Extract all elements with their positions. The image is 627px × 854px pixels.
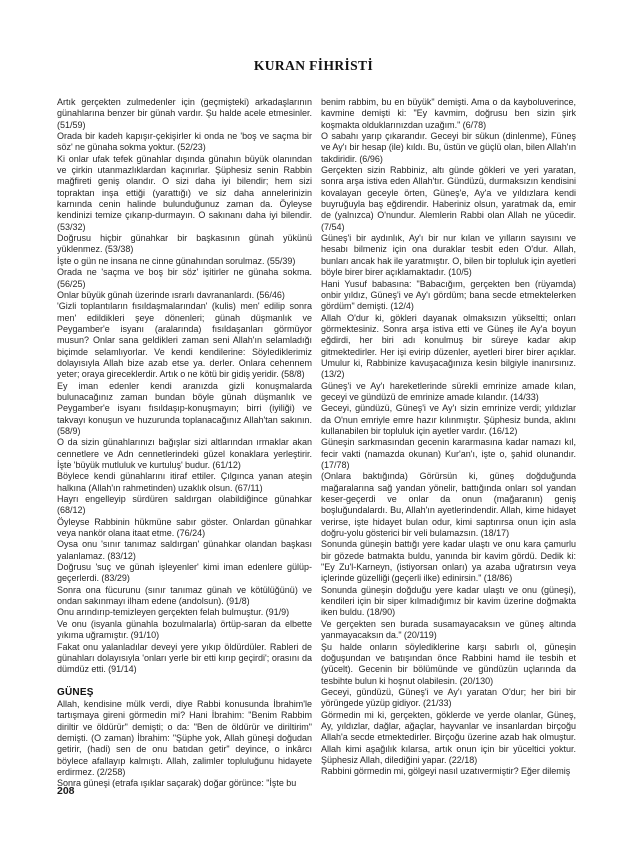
verse-paragraph: Böylece kendi günahlarını itiraf ettiler. Çılgınca yanan ateşin halkına (Allah'ın rahmetinden) uzaklık olsun. (67/11)	[57, 471, 312, 493]
verse-paragraph: Geceyi, gündüzü, Güneş'i ve Ay'ı yaratan O'dur; her biri bir yörüngede yüzüp gidiyor. (21/33)	[321, 686, 576, 709]
verse-paragraph: Güneşin sarkmasından gecenin kararmasına kadar namazı kıl, fecir vakti (namazda okunan) Kur'an'ı, işte o, şahid olunandır. (17/78)	[321, 437, 576, 470]
verse-paragraph: (Onlara baktığında) Görürsün ki, güneş doğduğunda mağaralarına sağ yandan yönelir, battığında onları sol yandan keser-geçerdi ve onlar da onun (mağaranın) geniş boşluğundalardı. Bu, Allah'ın ayetlerindendir. Allah, kime hidayet verirse, işte hidayet bulan odur, kimi saptırırsa onun için asla doğru-yolu gösterici bir veli bulamazsın. (18/17)	[321, 471, 576, 539]
verse-paragraph: Onlar büyük günah üzerinde ısrarlı davrananlardı. (56/46)	[57, 289, 285, 300]
verse-paragraph: Allah, kendisine mülk verdi, diye Rabbi konusunda İbrahim'le tartışmaya gireni görmedin mi? Hani İbrahim: "Benim Rabbim diriltir ve öldürür" demişti; o da: "Ben de öldürür ve diriltirim" demişti. (O zaman) İbrahim: "Şüphe yok, Allah güneşi doğudan getirir, (hadi) sen de onu batıdan getir" deyince, o inkârcı böylece afallayıp kalmıştı. Allah, zalimler topluluğunu hidayete erdirmez. (2/258)	[57, 698, 312, 777]
verse-paragraph: Güneş'i ve Ay'ı hareketlerinde sürekli emrinize amade kılan, geceyi ve gündüzü de emrinize amade kılandır. (14/33)	[321, 380, 576, 402]
page-title: KURAN FİHRİSTİ	[253, 58, 374, 73]
verse-paragraph: 'Gizli toplantıların fısıldaşmalarından' (kulis) men' edilip sonra men' edildikleri şeye dönenleri; günah düşmanlık ve Peygamber'e isyanı (aralarında) fısıldaşanları görmüyor musun? Onlar sana geldikleri zaman seni Allah'ın selamladığı biçimde selamlıyorlar. Ve kendi kendilerine: Söylediklerimiz dolayısıyla Allah bize azab etse ya. derler. Onlara cehennem yeter; oraya gireceklerdir. Artık o ne kötü bir gidiş yeridir. (58/8)	[57, 301, 312, 380]
verse-paragraph: Onu arındırıp-temizleyen gerçekten felah bulmuştur. (91/9)	[57, 607, 290, 618]
page-number: 208	[57, 785, 75, 797]
verse-paragraph: O da sizin günahlarınızı bağışlar sizi altlarından ırmaklar akan cennetlere ve Adn cennetlerindeki güzel konaklara yerleştirir. İşte 'büyük mutluluk ve kurtuluş' budur. (61/12)	[57, 437, 312, 470]
verse-paragraph: Sonra ona fücurunu (sınır tanımaz günah ve kötülüğünü) ve ondan sakınmayı ilham edene (andolsun). (91/8)	[57, 584, 312, 607]
verse-paragraph: benim rabbim, bu en büyük" demişti. Ama o da kayboluverince, kavmine demişti ki: "Ey kavmim, doğrusu ben sizin şirk koşmakta olduklarınızdan uzağım." (6/78)	[321, 97, 576, 130]
verse-paragraph: Sonra güneşi (etrafa ışıklar saçarak) doğar görünce: "İşte bu	[57, 778, 297, 789]
right-column	[321, 97, 576, 775]
verse-paragraph: Görmedin mi ki, gerçekten, göklerde ve yerde olanlar, Güneş, Ay, yıldızlar, dağlar, ağaçlar, hayvanlar ve insanlardan birçoğu Allah'a secde etmektedirler. Birçoğu üzerine azab hak olmuştur. Allah kimi aşağılık kılarsa, artık onun için bir yüceltici yoktur. Şüphesiz Allah, dilediğini yapar. (22/18)	[321, 709, 576, 765]
verse-paragraph: Oysa onu 'sınır tanımaz saldırgan' günahkar olandan başkası yalanlamaz. (83/12)	[57, 539, 312, 561]
left-column	[57, 97, 312, 789]
section-heading: GÜNEŞ	[57, 686, 94, 698]
verse-paragraph: Ey iman edenler kendi aranızda gizli konuşmalarda bulunacağınız zaman bundan böyle günah düşmanlık ve Peygamber'e isyanı fısıldaşıp-konuşmayın; birri (iyiliği) ve takvayı konuşun ve huzurunda toplanacağınız Allah'tan sakının. (58/9)	[57, 380, 312, 436]
verse-paragraph: Ve onu (isyanla günahla bozulmalarla) örtüp-saran da elbette yıkıma uğramıştır. (91/10)	[57, 618, 312, 641]
text-columns	[57, 97, 576, 789]
verse-paragraph: Artık gerçekten zulmedenler için (geçmişteki) arkadaşlarının günahlarına benzer bir günah vardır. Şu halde acele etmesinler. (51/59)	[57, 97, 312, 130]
verse-paragraph: Fakat onu yalanladılar deveyi yere yıkıp öldürdüler. Rableri de günahları dolayısıyla 'onları yerle bir etti kırıp geçirdi'; orasını da dümdüz etti. (91/14)	[57, 641, 312, 675]
verse-paragraph: Rabbini görmedin mi, gölgeyi nasıl uzatıvermiştir? Eğer dilemiş	[321, 766, 571, 777]
verse-paragraph: Orada bir kadeh kapışır-çekişirler ki onda ne 'boş ve saçma bir söz' ne günaha sokma yoktur. (52/23)	[57, 131, 312, 153]
verse-paragraph: Şu halde onların söylediklerine karşı sabırlı ol, güneşin doğuşundan ve batışından önce Rabbini hamd ile tesbih et (yücelt). Gecenin bir bölümünde ve gündüzün uçlarında da tesbihte bulun ki hoşnut olabilesin. (20/130)	[321, 641, 576, 686]
verse-paragraph: Doğrusu hiçbir günahkar bir başkasının günah yükünü yüklenmez. (53/38)	[57, 233, 312, 255]
verse-paragraph: Sonunda güneşin battığı yere kadar ulaştı ve onu kara çamurlu bir gözede batmakta buldu, yanında bir kavim gördü. Dedik ki: "Ey Zu'l-Karneyn, (istiyorsan onları) ya azaba uğratırsın veya içlerinde güzelliği (geçerli ilke) edinirsin." (18/86)	[321, 539, 576, 584]
verse-paragraph: Ki onlar ufak tefek günahlar dışında günahın büyük olanından ve çirkin utanmazlıklardan kaçınırlar. Şüphesiz senin Rabbin mağfireti geniş olandır. O sizi daha iyi bilendir; hem sizi topraktan inşa ettiği (yarattığı) ve siz daha annelerinizin karnında cenin halinde bulunduğunuz zaman da. Öyleyse kendinizi temize çıkarıp-durmayın. O sakınanı daha iyi bilendir. (53/32)	[57, 153, 312, 232]
verse-paragraph: O sabahı yarıp çıkarandır. Geceyi bir sükun (dinlenme), Füneş ve Ay'ı bir hesap (ile) kıldı. Bu, üstün ve güçlü olan, bilen Allah'ın takdiridir. (6/96)	[321, 131, 576, 164]
verse-paragraph: Sonunda güneşin doğduğu yere kadar ulaştı ve onu (güneşi), kendileri için bir siper kılmadığımız bir kavim üzerine doğmakta iken buldu. (18/90)	[321, 584, 576, 618]
verse-paragraph: Hayrı engelleyip sürdüren saldırgan olabildiğince günahkar (68/12)	[57, 494, 312, 516]
verse-paragraph: Hani Yusuf babasına: "Babacığım, gerçekten ben (rüyamda) onbir yıldız, Güneş'i ve Ay'ı gördüm; bana secde etmektelerken gördüm" demişti. (12/4)	[321, 278, 576, 312]
verse-paragraph: Orada ne 'saçma ve boş bir söz' işitirler ne günaha sokma. (56/25)	[57, 267, 312, 289]
verse-paragraph: Allah O'dur ki, gökleri dayanak olmaksızın yükseltti; onları görmektesiniz. Sonra arşa istiva etti ve Güneş ile Ay'a boyun eğdirdi, her biri adı konulmuş bir süreye kadar akıp gitmektedirler. Her işi evirip düzenler, ayetleri birer birer açıklar. Umulur ki, Rabbinize kavuşacağınıza kesin bilgiyle inanırsınız. (13/2)	[321, 312, 576, 380]
verse-paragraph: Gerçekten sizin Rabbiniz, altı günde gökleri ve yeri yaratan, sonra arşa istiva eden Allah'tır. Gündüzü, durmaksızın kendisini kovalayan geceyle örten, Güneş'e, Ay'a ve yıldızlara kendi buyruğuyla baş eğdirendir. Haberiniz olsun, yaratmak da, emir de (yalnızca) O'nundur. Alemlerin Rabbi olan Allah ne yücedir. (7/54)	[321, 165, 576, 232]
verse-paragraph: Geceyi, gündüzü, Güneş'i ve Ay'ı sizin emrinize verdi; yıldızlar da O'nun emriyle emre hazır kılınmıştır. Şüphesiz bunda, aklını kullanabilen bir topluluk için ayetler vardır. (16/12)	[321, 403, 576, 436]
verse-paragraph: İşte o gün ne insana ne cinne günahından sorulmaz. (55/39)	[57, 255, 296, 266]
verse-paragraph: Doğrusu 'suç ve günah işleyenler' kimi iman edenlere gülüp-geçerlerdi. (83/29)	[57, 562, 312, 584]
verse-paragraph: Öyleyse Rabbinin hükmüne sabır göster. Onlardan günahkar veya nankör olana itaat etme. (76/24)	[57, 516, 312, 539]
verse-paragraph: Ve gerçekten sen burada susamayacaksın ve güneş altında yanmayacaksın da." (20/119)	[321, 618, 576, 641]
verse-paragraph: Güneş'i bir aydınlık, Ay'ı bir nur kılan ve yılların sayısını ve hesabı bilmeniz için ona duraklar tesbit eden O'dur. Allah, bunları ancak hak ile yaratmıştır. O, bilen bir topluluk için ayetleri böyle birer birer açıklamaktadır. (10/5)	[321, 233, 576, 278]
